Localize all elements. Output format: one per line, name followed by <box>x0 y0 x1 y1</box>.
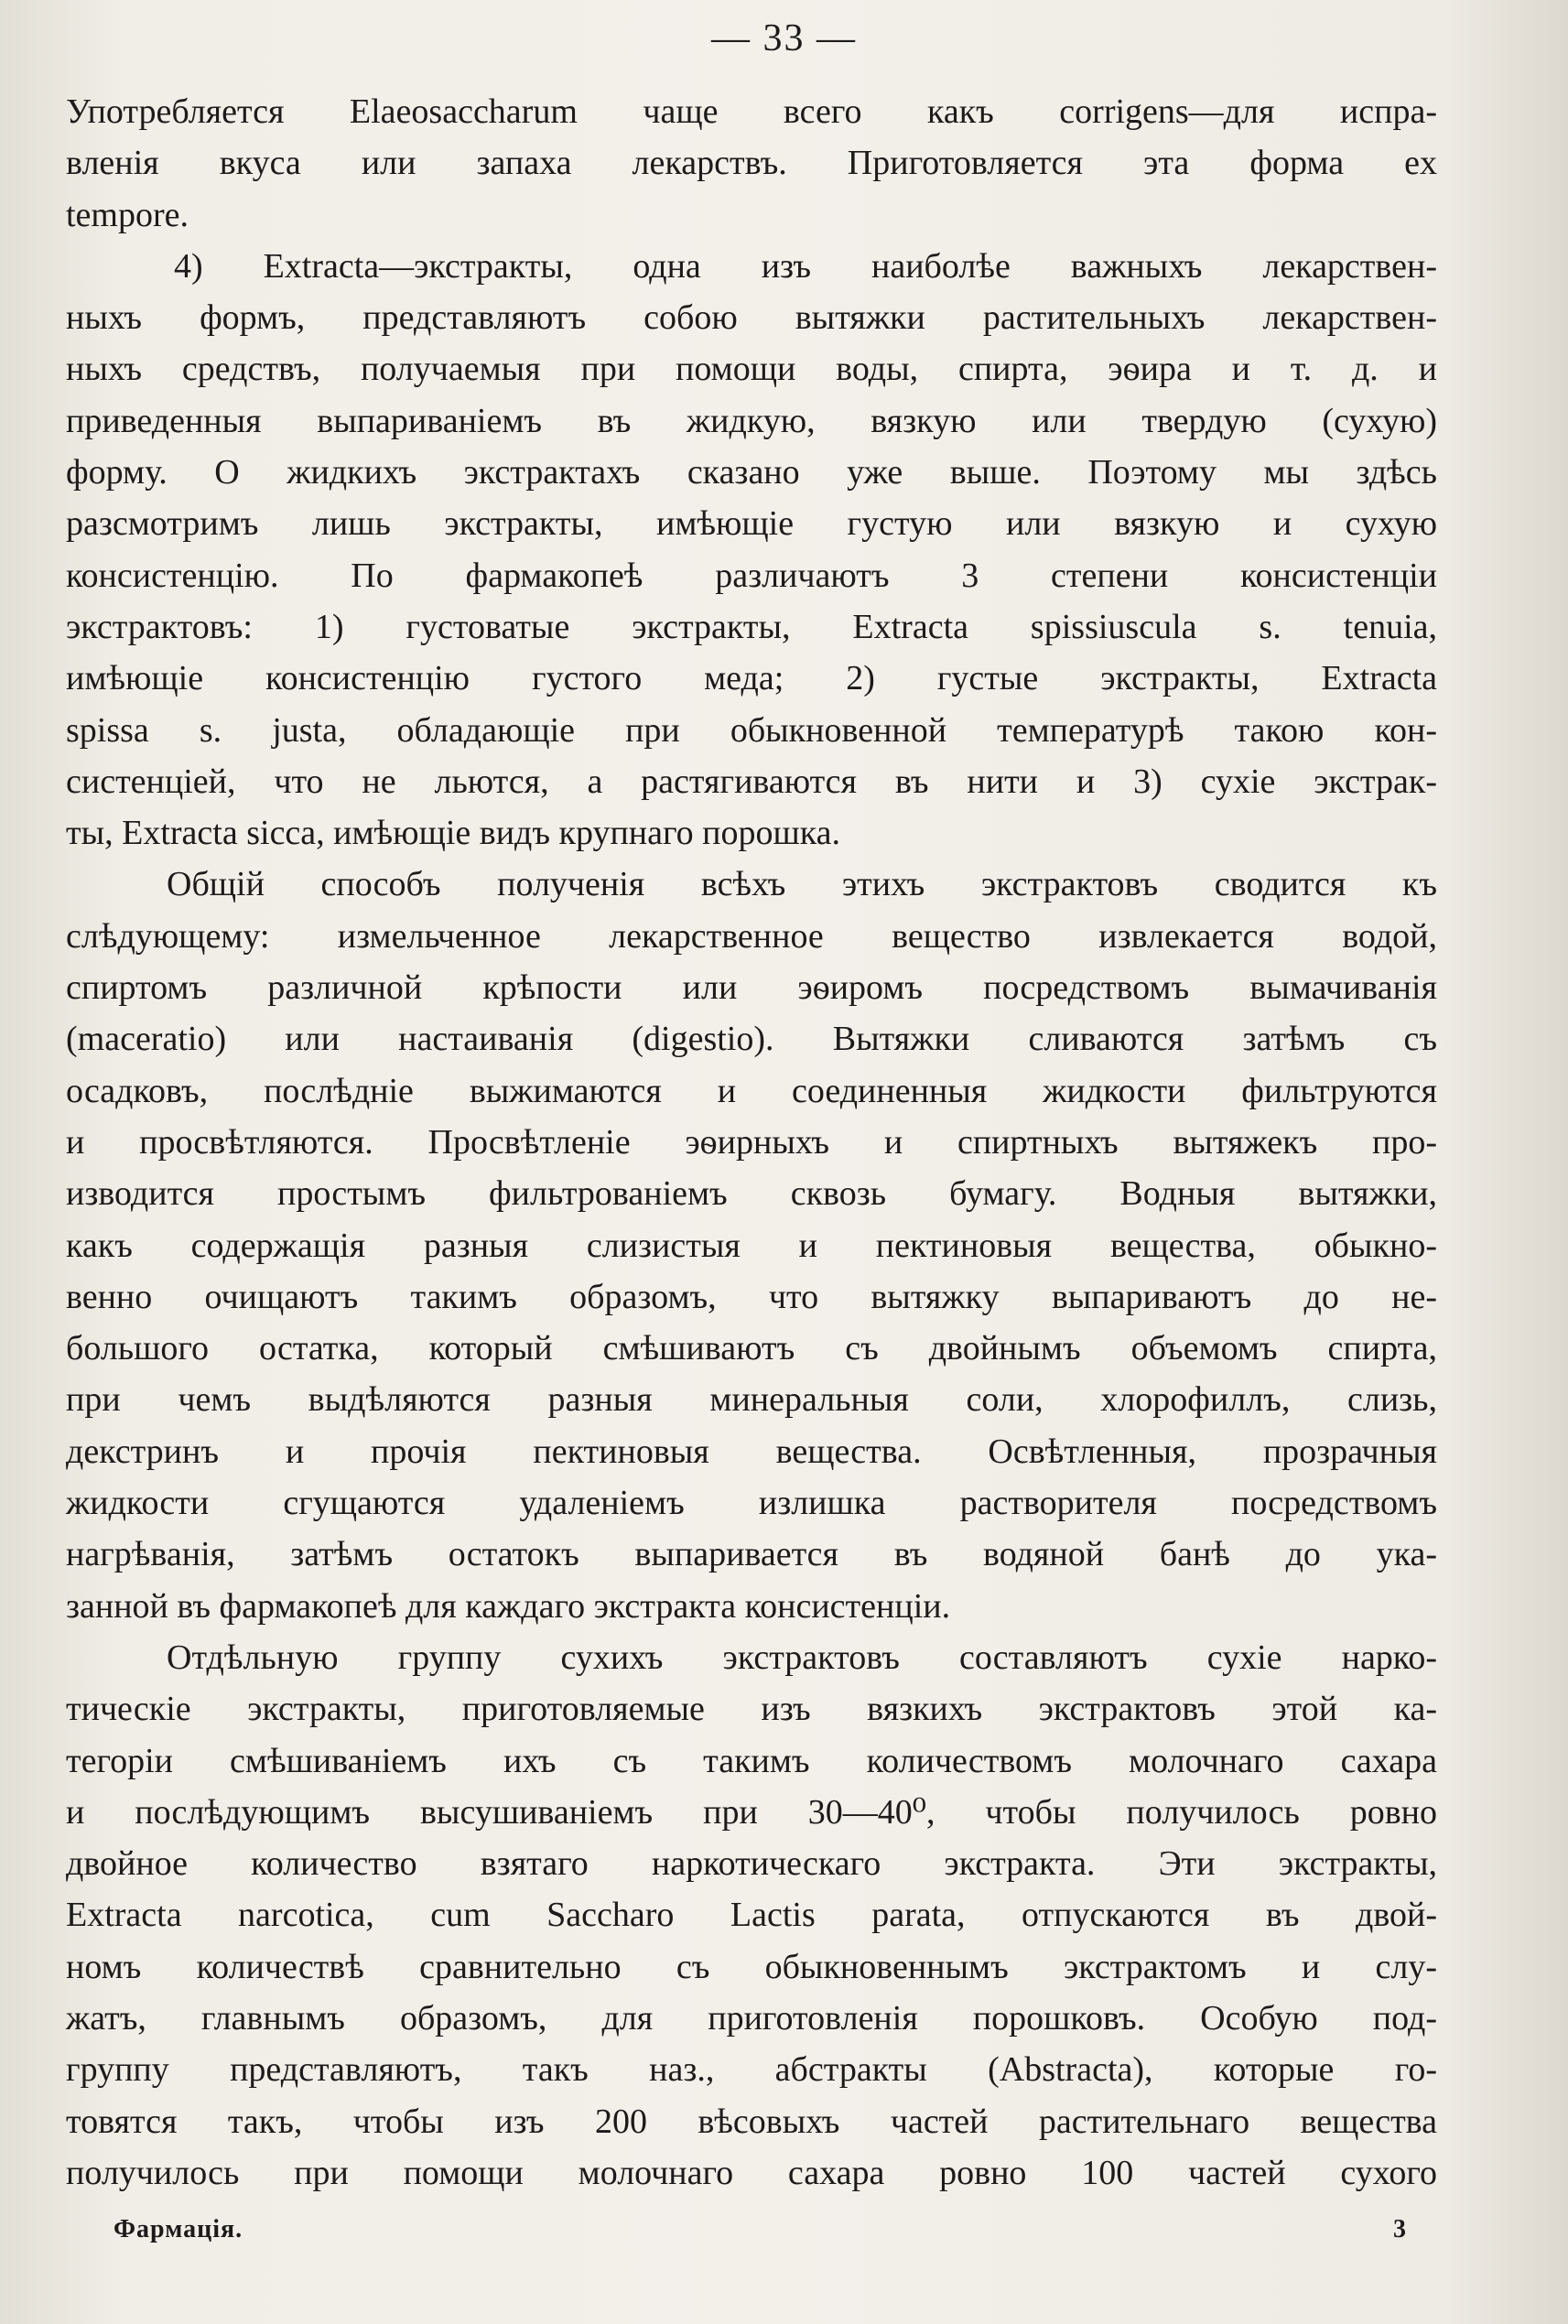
text-line: жатъ, главнымъ образомъ, для приготовленія порошковъ. Особую под- <box>66 1998 1437 2038</box>
text-line: спиртомъ различной крѣпости или эѳиромъ посредствомъ вымачиванія <box>66 968 1437 1008</box>
page-body <box>66 86 1437 2199</box>
text-line: тегоріи смѣшиваніемъ ихъ съ такимъ количествомъ молочнаго сахара <box>66 1741 1437 1780</box>
text-line: и просвѣтляются. Просвѣтленіе эѳирныхъ и спиртныхъ вытяжекъ про- <box>66 1122 1437 1162</box>
text-line: жидкости сгущаются удаленіемъ излишка растворителя посредствомъ <box>66 1484 1437 1523</box>
text-line: Extracta narcotica, cum Saccharo Lactis parata, отпускаются въ двой- <box>66 1896 1437 1935</box>
text-line: приведенныя выпариваніемъ въ жидкую, вязкую или твердую (сухую) <box>66 401 1437 440</box>
text-line: при чемъ выдѣляются разныя минеральныя соли, хлорофиллъ, слизь, <box>66 1380 1437 1420</box>
footer-signature: Фармація. <box>114 2215 243 2243</box>
text-line: tempore. <box>66 195 189 234</box>
text-line: большого остатка, который смѣшиваютъ съ двойнымъ объемомъ спирта, <box>66 1329 1437 1368</box>
text-line: нагрѣванія, затѣмъ остатокъ выпаривается въ водяной банѣ до ука- <box>66 1535 1437 1574</box>
text-line: систенціей, что не льются, а растягиваются въ нити и 3) сухіе экстрак- <box>66 762 1437 801</box>
text-line: занной въ фармакопеѣ для каждаго экстракта консистенціи. <box>66 1586 951 1626</box>
text-line: какъ содержащія разныя слизистыя и пектиновыя вещества, обыкно- <box>66 1226 1437 1265</box>
text-line: Отдѣльную группу сухихъ экстрактовъ составляютъ сухіе нарко- <box>167 1638 1437 1677</box>
text-line: декстринъ и прочія пектиновыя вещества. Освѣтленныя, прозрачныя <box>66 1432 1437 1471</box>
text-line: ныхъ формъ, представляютъ собою вытяжки растительныхъ лекарствен- <box>66 298 1437 338</box>
text-line: номъ количествѣ сравнительно съ обыкновеннымъ экстрактомъ и слу- <box>66 1947 1437 1986</box>
text-line: Общій способъ полученія всѣхъ этихъ экстрактовъ сводится къ <box>167 865 1437 904</box>
text-line: слѣдующему: измельченное лекарственное вещество извлекается водой, <box>66 916 1437 956</box>
page-number: — 33 — <box>711 17 857 59</box>
text-line: (maceratio) или настаиванія (digestio). Вытяжки сливаются затѣмъ съ <box>66 1020 1437 1059</box>
text-line: имѣющіе консистенцію густого меда; 2) густые экстракты, Extracta <box>66 659 1437 698</box>
text-line: форму. О жидкихъ экстрактахъ сказано уже выше. Поэтому мы здѣсь <box>66 453 1437 492</box>
page-footer <box>114 2215 1422 2244</box>
text-line: осадковъ, послѣдніе выжимаются и соединенныя жидкости фильтруются <box>66 1071 1437 1110</box>
text-line: Употребляется Elaeosaccharum чаще всего какъ corrigens—для испра- <box>66 92 1437 131</box>
text-line: ныхъ средствъ, получаемыя при помощи воды, спирта, эѳира и т. д. и <box>66 350 1437 389</box>
text-line: тическіе экстракты, приготовляемые изъ вязкихъ экстрактовъ этой ка- <box>66 1690 1437 1729</box>
text-line: получилось при помощи молочнаго сахара ровно 100 частей сухого <box>66 2153 1437 2192</box>
text-line: 4) Extracta—экстракты, одна изъ наиболѣе важныхъ лекарствен- <box>174 246 1437 286</box>
text-line: изводится простымъ фильтрованіемъ сквозь бумагу. Водныя вытяжки, <box>66 1174 1437 1214</box>
text-line: группу представляютъ, такъ наз., абстракты (Abstracta), которые го- <box>66 2050 1437 2090</box>
text-line: и послѣдующимъ высушиваніемъ при 30—40⁰, чтобы получилось ровно <box>66 1792 1437 1832</box>
text-line: spissa s. justa, обладающіе при обыкновенной температурѣ такою кон- <box>66 710 1437 750</box>
text-line: разсмотримъ лишь экстракты, имѣющіе густую или вязкую и сухую <box>66 504 1437 544</box>
text-line: консистенцію. По фармакопеѣ различаютъ 3 степени консистенціи <box>66 556 1437 595</box>
text-line: товятся такъ, чтобы изъ 200 вѣсовыхъ частей растительнаго вещества <box>66 2102 1437 2141</box>
text-line: экстрактовъ: 1) густоватые экстракты, Extracta spissiuscula s. tenuia, <box>66 607 1437 646</box>
text-line: двойное количество взятаго наркотическаго экстракта. Эти экстракты, <box>66 1844 1437 1884</box>
text-line: ты, Extracta sicca, имѣющіе видъ крупнаго порошка. <box>66 814 841 853</box>
text-line: вленія вкуса или запаха лекарствъ. Приготовляется эта форма ex <box>66 144 1437 183</box>
text-line: венно очищаютъ такимъ образомъ, что вытяжку выпариваютъ до не- <box>66 1277 1437 1316</box>
footer-sheet-number: 3 <box>1393 2215 1406 2243</box>
